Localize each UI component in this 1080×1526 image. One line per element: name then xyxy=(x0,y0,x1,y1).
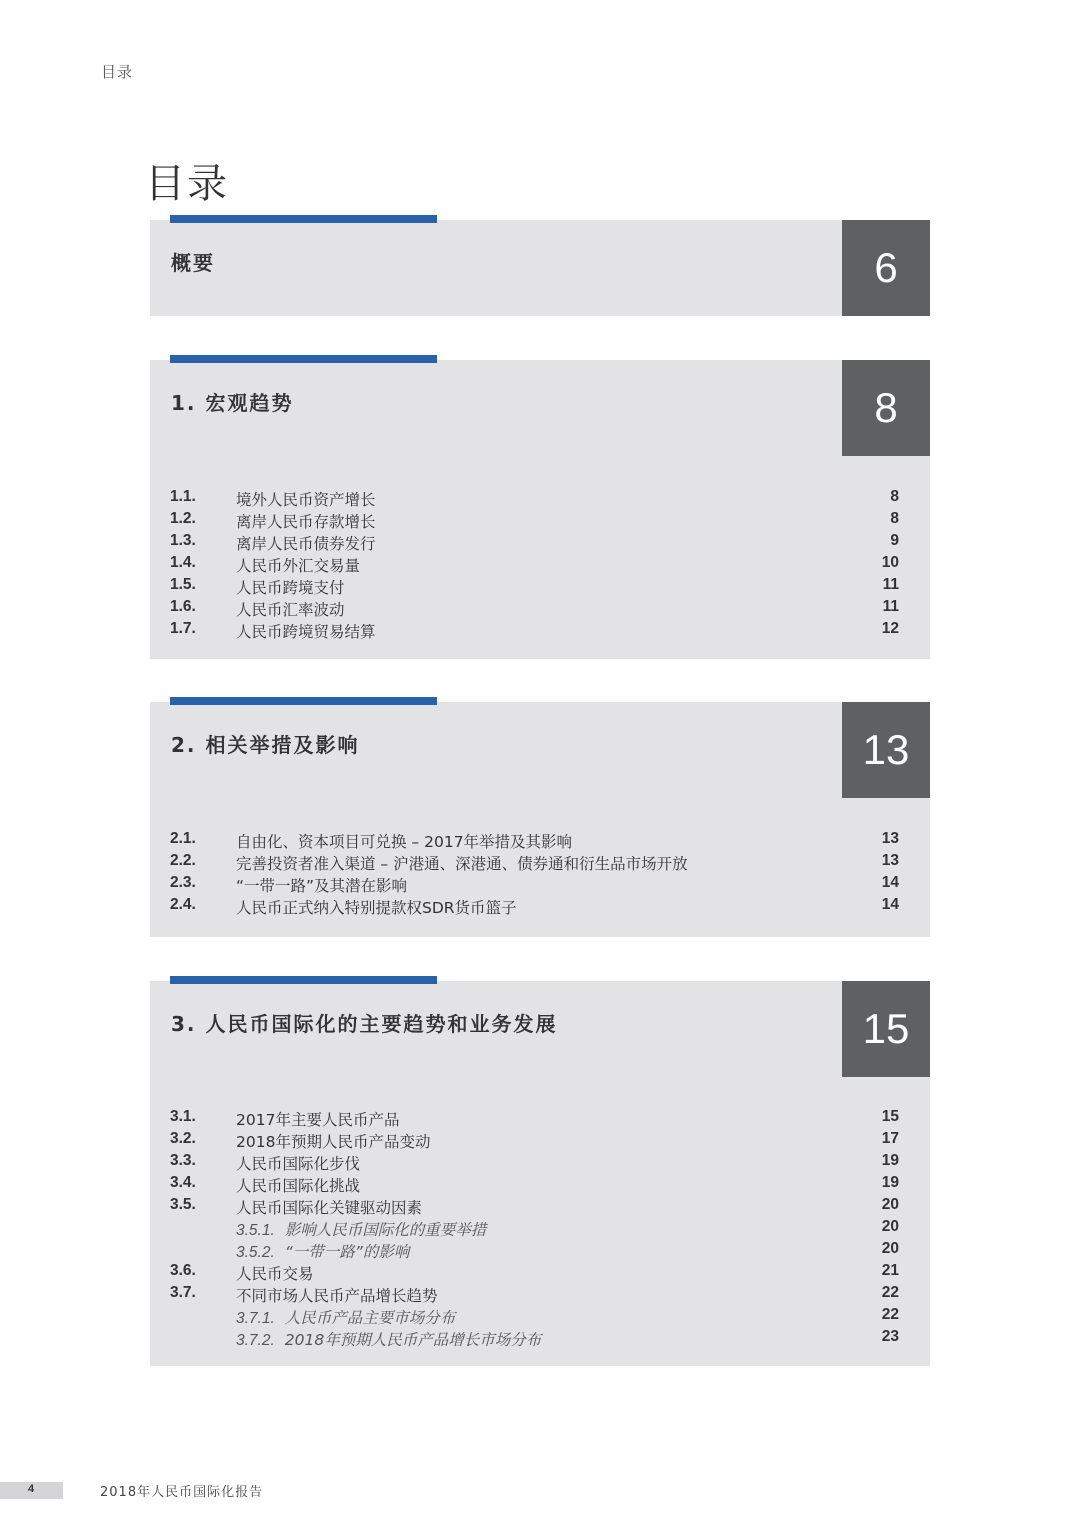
section-accent-bar xyxy=(170,355,437,363)
entry-page: 9 xyxy=(890,532,899,549)
entry-page: 21 xyxy=(881,1262,899,1279)
entry-page: 15 xyxy=(881,1108,899,1125)
entry-page: 14 xyxy=(881,896,899,913)
toc-entry[interactable] xyxy=(150,1152,930,1174)
entry-page: 10 xyxy=(881,554,899,571)
section-heading[interactable]: 2. 相关举措及影响 xyxy=(171,733,360,757)
toc-entry[interactable] xyxy=(150,1284,930,1306)
entry-title: 人民币国际化关键驱动因素 xyxy=(236,1199,423,1217)
entry-title: 人民币国际化步伐 xyxy=(236,1155,361,1173)
toc-subentry[interactable] xyxy=(150,1306,930,1328)
entry-title: 人民币国际化挑战 xyxy=(236,1177,361,1195)
entry-page: 11 xyxy=(882,576,899,593)
entry-number: 1.5. xyxy=(170,576,196,593)
toc-entry[interactable] xyxy=(150,598,930,620)
entry-page: 19 xyxy=(881,1174,899,1191)
entry-title: 自由化、资本项目可兑换 – 2017年举措及其影响 xyxy=(236,833,573,851)
entry-number: 3.5. xyxy=(170,1196,196,1213)
section-accent-bar xyxy=(170,976,437,984)
section-page-number[interactable]: 6 xyxy=(842,220,930,316)
toc-entry[interactable] xyxy=(150,554,930,576)
toc-subentry[interactable] xyxy=(150,1218,930,1240)
subentry-title xyxy=(236,1218,486,1240)
toc-entry[interactable] xyxy=(150,874,930,896)
subentry-text: 影响人民币国际化的重要举措 xyxy=(284,1221,487,1239)
entry-title: 人民币跨境贸易结算 xyxy=(236,623,376,641)
subentry-text: “一带一路”的影响 xyxy=(284,1243,410,1261)
entry-number: 1.7. xyxy=(170,620,196,637)
subentry-text: 2018年预期人民币产品增长市场分布 xyxy=(284,1331,542,1349)
section-page-number[interactable]: 15 xyxy=(842,981,930,1077)
entry-page: 22 xyxy=(881,1306,899,1323)
entry-page: 22 xyxy=(881,1284,899,1301)
entry-page: 8 xyxy=(890,510,899,527)
entry-number: 3.1. xyxy=(170,1108,196,1125)
toc-entry[interactable] xyxy=(150,510,930,532)
toc-entry[interactable] xyxy=(150,852,930,874)
toc-entry[interactable] xyxy=(150,1174,930,1196)
entry-title: 人民币汇率波动 xyxy=(236,601,345,619)
toc-entry[interactable] xyxy=(150,1108,930,1130)
entry-page: 17 xyxy=(881,1130,899,1147)
section-heading[interactable]: 概要 xyxy=(171,251,215,275)
entry-number: 1.1. xyxy=(170,488,196,505)
toc-entry[interactable] xyxy=(150,1196,930,1218)
subentry-number: 3.5.1. xyxy=(236,1222,275,1239)
entry-number: 1.4. xyxy=(170,554,196,571)
section-page-number[interactable]: 8 xyxy=(842,360,930,456)
entry-number: 2.2. xyxy=(170,852,196,869)
entry-page: 20 xyxy=(881,1240,899,1257)
entry-title: 离岸人民币存款增长 xyxy=(236,513,376,531)
footer-page-number: 4 xyxy=(28,1483,35,1495)
entry-number: 1.6. xyxy=(170,598,196,615)
entry-title: 人民币交易 xyxy=(236,1265,314,1283)
entry-page: 13 xyxy=(881,852,899,869)
entry-number: 3.6. xyxy=(170,1262,196,1279)
subentry-number: 3.5.2. xyxy=(236,1244,275,1261)
toc-entry[interactable] xyxy=(150,620,930,642)
page-title: 目录 xyxy=(145,161,229,207)
subentry-number: 3.7.2. xyxy=(236,1332,275,1349)
entry-title: 2018年预期人民币产品变动 xyxy=(236,1133,431,1151)
entry-title: 人民币外汇交易量 xyxy=(236,557,361,575)
toc-entry[interactable] xyxy=(150,1130,930,1152)
entry-number: 1.2. xyxy=(170,510,196,527)
entry-number: 1.3. xyxy=(170,532,196,549)
entry-title: “一带一路”及其潜在影响 xyxy=(236,877,408,895)
entry-title: 完善投资者准入渠道 – 沪港通、深港通、债券通和衍生品市场开放 xyxy=(236,855,688,873)
subentry-number: 3.7.1. xyxy=(236,1310,275,1327)
entry-page: 23 xyxy=(881,1328,899,1345)
subentry-text: 人民币产品主要市场分布 xyxy=(284,1309,456,1327)
section-accent-bar xyxy=(170,697,437,705)
toc-entry[interactable] xyxy=(150,1262,930,1284)
section-page-number[interactable]: 13 xyxy=(842,702,930,798)
entry-number: 2.4. xyxy=(170,896,196,913)
entry-title: 人民币跨境支付 xyxy=(236,579,345,597)
entry-page: 20 xyxy=(881,1196,899,1213)
entry-number: 2.3. xyxy=(170,874,196,891)
toc-entry[interactable] xyxy=(150,830,930,852)
entry-number: 3.3. xyxy=(170,1152,196,1169)
toc-entry[interactable] xyxy=(150,532,930,554)
toc-section-summary[interactable] xyxy=(150,220,930,316)
entry-number: 2.1. xyxy=(170,830,196,847)
entry-title: 人民币正式纳入特别提款权SDR货币篮子 xyxy=(236,899,517,917)
entry-number: 3.7. xyxy=(170,1284,196,1301)
entry-page: 8 xyxy=(890,488,899,505)
entry-number: 3.2. xyxy=(170,1130,196,1147)
toc-subentry[interactable] xyxy=(150,1328,930,1350)
section-accent-bar xyxy=(170,215,437,223)
subentry-title xyxy=(236,1306,455,1328)
running-head: 目录 xyxy=(101,63,134,81)
subentry-title xyxy=(236,1240,409,1262)
toc-section-1 xyxy=(150,360,930,659)
section-heading[interactable]: 1. 宏观趋势 xyxy=(171,391,294,415)
toc-section-2 xyxy=(150,702,930,937)
entry-page: 12 xyxy=(881,620,899,637)
entry-title: 境外人民币资产增长 xyxy=(236,491,376,509)
entry-page: 14 xyxy=(881,874,899,891)
toc-entry[interactable] xyxy=(150,576,930,598)
entry-page: 13 xyxy=(881,830,899,847)
entry-title: 不同市场人民币产品增长趋势 xyxy=(236,1287,438,1305)
footer-report-title: 2018年人民币国际化报告 xyxy=(100,1485,264,1500)
entry-title: 离岸人民币债券发行 xyxy=(236,535,376,553)
section-heading[interactable]: 3. 人民币国际化的主要趋势和业务发展 xyxy=(171,1012,558,1036)
entry-title: 2017年主要人民币产品 xyxy=(236,1111,400,1129)
entry-page: 11 xyxy=(882,598,899,615)
entry-number: 3.4. xyxy=(170,1174,196,1191)
entry-page: 20 xyxy=(881,1218,899,1235)
toc-entry[interactable] xyxy=(150,488,930,510)
toc-section-3 xyxy=(150,981,930,1366)
subentry-title xyxy=(236,1328,541,1350)
toc-subentry[interactable] xyxy=(150,1240,930,1262)
toc-entry[interactable] xyxy=(150,896,930,918)
entry-page: 19 xyxy=(881,1152,899,1169)
